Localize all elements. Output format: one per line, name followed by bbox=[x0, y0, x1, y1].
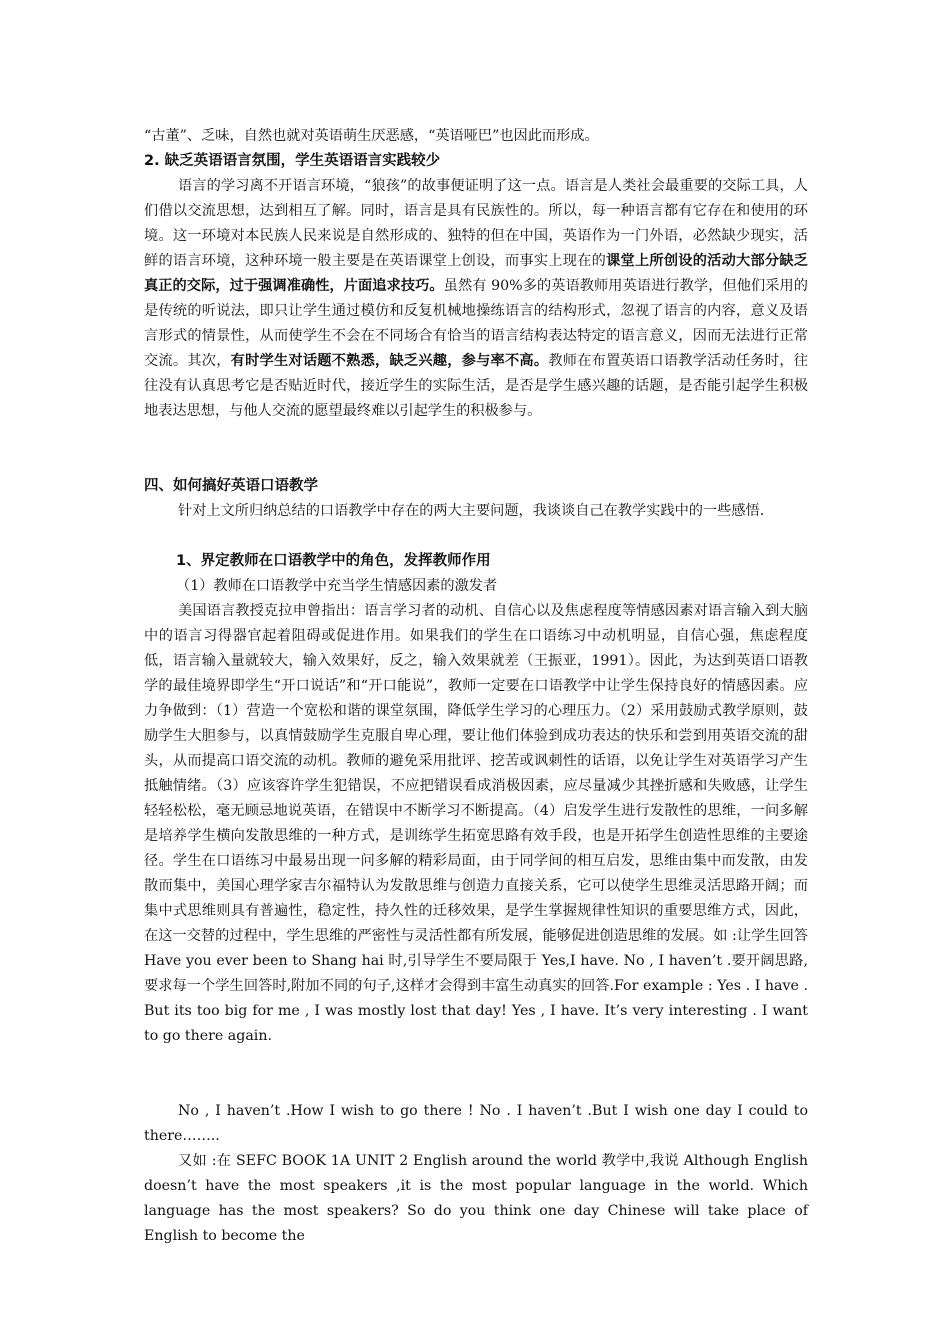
emphasis-text: 课堂上所创设的活动大部分缺乏真正的交际，过于强调准确性，片面追求技巧。 bbox=[144, 253, 808, 294]
paragraph-text: 教师在布置英语口语教学活动任务时，往往没有认真思考它是否贴近时代，接近学生的实际生活，是否是学生感兴趣的话题，是否能引起学生积极地表达思想，与他人交流的愿望最终难以引起学生的积极参与。 bbox=[144, 353, 808, 419]
subsection-heading-1: 1、界定教师在口语教学中的角色，发挥教师作用 bbox=[176, 553, 491, 569]
emphasis-text: 有时学生对话题不熟悉，缺乏兴趣，参与率不高。 bbox=[230, 353, 549, 369]
paragraph-example-no: No , I haven’t .How I wish to go there ! No . I haven’t .But I wish one day I could to there…….. bbox=[144, 1103, 808, 1144]
paragraph-example-sefc: 又如 :在 SEFC BOOK 1A UNIT 2 English around the world 教学中,我说 Although English doesn’t have the most speakers ,it is the most popular language in the world. Which language has the most speakers? So do you think one day Chinese will take place of English to become the bbox=[144, 1153, 808, 1244]
section-heading-4: 四、如何搞好英语口语教学 bbox=[144, 478, 318, 494]
section-heading-2: 2. 缺乏英语语言氛围，学生英语语言实践较少 bbox=[144, 153, 441, 169]
paragraph-continuation: “古董”、乏味，自然也就对英语萌生厌恶感，“英语哑巴”也因此而形成。 bbox=[144, 128, 599, 144]
paragraph-affective-factors: 美国语言教授克拉申曾指出：语言学习者的动机、自信心以及焦虑程度等情感因素对语言输入到大脑中的语言习得器官起着阻碍或促进作用。如果我们的学生在口语练习中动机明显，自信心强，焦虑程度低，语言输入量就较大，输入效果好，反之，输入效果就差（王振亚，1991）。因此，为达到英语口语教学的最佳境界即学生“开口说话”和“开口能说”，教师一定要在口语教学中让学生保持良好的情感因素。应力争做到：（1）营造一个宽松和谐的课堂氛围，降低学生学习的心理压力。（2）采用鼓励式教学原则，鼓励学生大胆参与，以真情鼓励学生克服自卑心理，要让他们体验到成功表达的快乐和尝到用英语交流的甜头，从而提高口语交流的动机。教师的避免采用批评、挖苦或讽刺性的话语，以免让学生对英语学习产生抵触情绪。（3）应该容许学生犯错误，不应把错误看成消极因素，应尽量减少其挫折感和失败感，让学生轻轻松松，毫无顾忌地说英语，在错误中不断学习不断提高。（4）启发学生进行发散性的思维，一问多解是培养学生横向发散思维的一种方式，是训练学生拓宽思路有效手段，也是开拓学生创造性思维的主要途径。学生在口语练习中最易出现一问多解的精彩局面，由于同学间的相互启发，思维由集中而发散，由发散而集中，美国心理学家吉尔福特认为发散思维与创造力直接关系，它可以使学生思维灵活思路开阔；而集中式思维则具有普遍性，稳定性，持久性的迁移效果，是学生掌握规律性知识的重要思维方式，因此，在这一交替的过程中，学生思维的严密性与灵活性都有所发展，能够促进创造思维的发展。如 :让学生回答 Have you ever been to Shang hai 时,引导学生不要局限于 Yes,I have. No , I haven’t .要开阔思路,要求每一个学生回答时,附加不同的句子,这样才会得到丰富生动真实的回答.For example : Yes . I have . But its too big for me , I was mostly lost that day! Yes , I have. It’s very interesting . I want to go there again. bbox=[144, 603, 808, 1044]
paragraph-text: 虽然有 90%多的英语教师用英语进行教学，但他们采用的是传统的听说法，即只让学生通过模仿和反复机械地操练语言的结构形式，忽视了语言的内容，意义及语言形式的情景性，从而使学生不会在不同场合有恰当的语言结构表达特定的语言意义，因而无法进行正常交流。其次， bbox=[144, 278, 808, 369]
paragraph-text: 语言的学习离不开语言环境，“狼孩”的故事便证明了这一点。语言是人类社会最重要的交际工具，人们借以交流思想，达到相互了解。同时，语言是具有民族性的。所以，每一种语言都有它存在和使用的环境。这一环境对本民族人民来说是自然形成的、独特的但在中国，英语作为一门外语，必然缺少现实，活鲜的语言环境，这种环境一般主要是在英语课堂上创设，而事实上现在的 bbox=[144, 178, 808, 269]
sub-point-1: （1）教师在口语教学中充当学生情感因素的激发者 bbox=[176, 578, 498, 594]
paragraph-intro: 针对上文所归纳总结的口语教学中存在的两大主要问题，我谈谈自己在教学实践中的一些感悟. bbox=[178, 503, 765, 519]
paragraph-language-environment bbox=[144, 174, 808, 424]
